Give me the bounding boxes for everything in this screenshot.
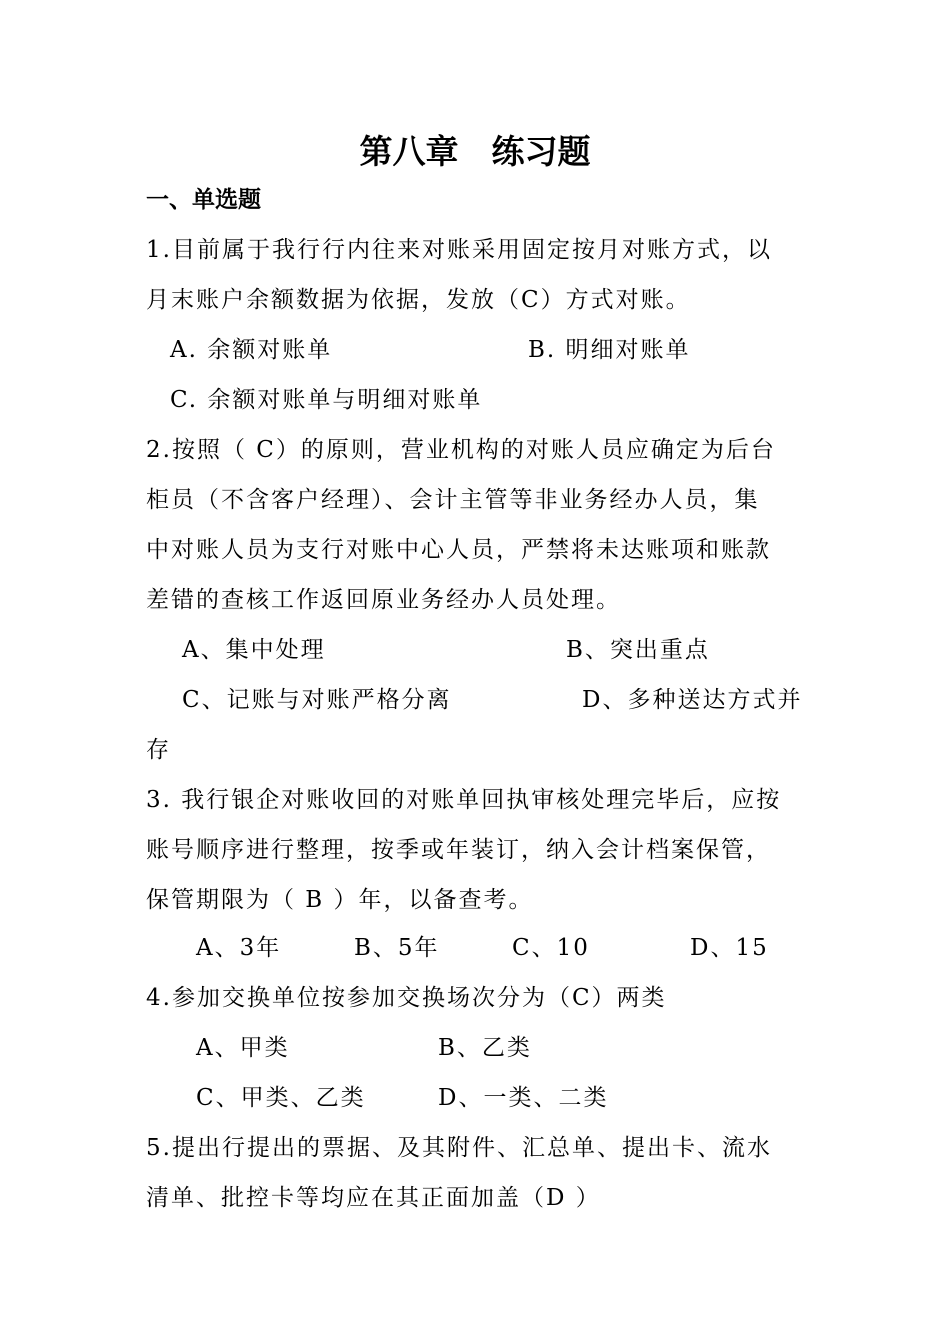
question-1-option-c: C. 余额对账单与明细对账单 xyxy=(170,387,483,413)
question-3-line-1: 3. 我行银企对账收回的对账单回执审核处理完毕后，应按 xyxy=(146,787,782,813)
question-4-option-c: C、甲类、乙类 xyxy=(196,1085,366,1111)
question-3-line-2: 账号顺序进行整理，按季或年装订，纳入会计档案保管， xyxy=(146,837,771,863)
question-3-option-b: B、5年 xyxy=(354,935,440,961)
question-1-option-b: B. 明细对账单 xyxy=(528,337,691,363)
question-2-line-4: 差错的查核工作返回原业务经办人员处理。 xyxy=(146,587,621,613)
question-3-option-a: A、3年 xyxy=(196,935,282,961)
question-2-option-d-continued: 存 xyxy=(146,737,171,763)
question-2-line-3: 中对账人员为支行对账中心人员，严禁将未达账项和账款 xyxy=(146,537,771,563)
question-4-option-a: A、甲类 xyxy=(196,1035,290,1061)
question-2-option-b: B、突出重点 xyxy=(566,637,710,663)
question-5-line-2: 清单、批控卡等均应在其正面加盖（D ） xyxy=(146,1185,601,1211)
question-5-line-1: 5.提出行提出的票据、及其附件、汇总单、提出卡、流水 xyxy=(146,1135,772,1161)
question-4-option-b: B、乙类 xyxy=(438,1035,532,1061)
question-1-line-1: 1.目前属于我行行内往来对账采用固定按月对账方式，以 xyxy=(146,237,772,263)
question-1-line-2: 月末账户余额数据为依据，发放（C）方式对账。 xyxy=(146,287,691,313)
question-2-option-a: A、集中处理 xyxy=(182,637,326,663)
question-4-line-1: 4.参加交换单位按参加交换场次分为（C）两类 xyxy=(146,985,667,1011)
question-2-option-c: C、记账与对账严格分离 xyxy=(182,687,452,713)
question-2-line-2: 柜员（不含客户经理）、会计主管等非业务经办人员，集 xyxy=(146,487,760,513)
question-4-option-d: D、一类、二类 xyxy=(438,1085,609,1111)
question-2-option-d: D、多种送达方式并 xyxy=(582,687,803,713)
question-3-option-c: C、10 xyxy=(512,935,590,961)
question-3-line-3: 保管期限为（ B ）年，以备查考。 xyxy=(146,887,534,913)
question-1-option-a: A. 余额对账单 xyxy=(170,337,333,363)
question-3-option-d: D、15 xyxy=(690,935,769,961)
page-title: 第八章 练习题 xyxy=(359,132,591,171)
question-2-line-1: 2.按照（ C）的原则，营业机构的对账人员应确定为后台 xyxy=(146,437,776,463)
section-heading: 一、单选题 xyxy=(146,187,261,213)
